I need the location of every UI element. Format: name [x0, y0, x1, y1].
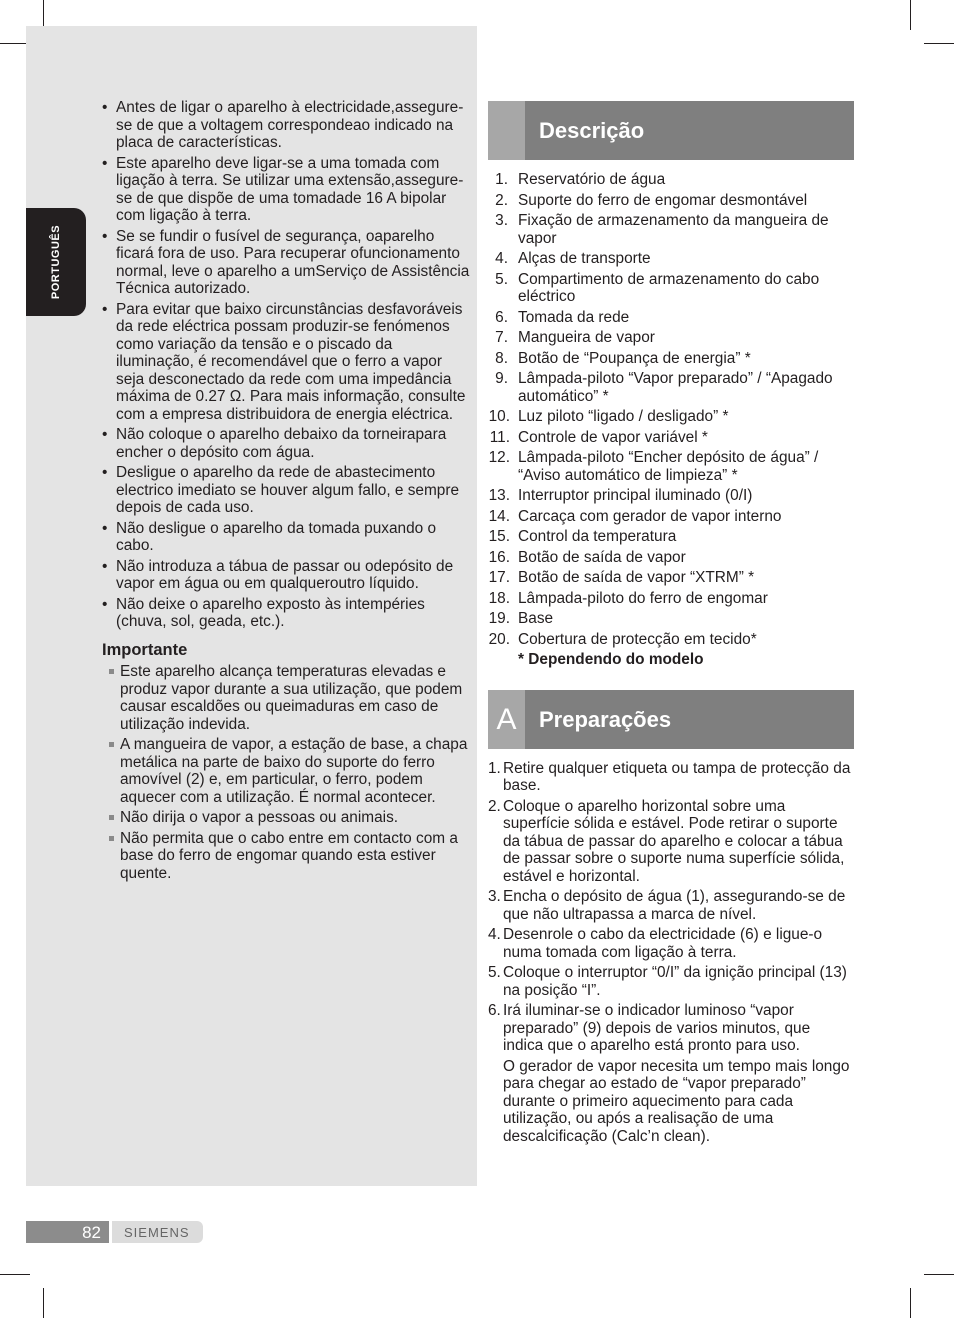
item-text: Lâmpada-piloto do ferro de engomar — [518, 589, 768, 607]
right-column — [488, 101, 854, 1148]
important-list — [98, 663, 470, 882]
description-item — [488, 508, 854, 526]
item-number: 8. — [495, 349, 508, 367]
preparacoes-title: Preparações — [539, 706, 672, 732]
description-item — [488, 590, 854, 608]
preparation-step — [488, 1002, 854, 1145]
descricao-title: Descrição — [539, 118, 645, 143]
step-text: Desenrole o cabo da electricidade (6) e ligue-o numa tomada com ligação à terra. — [503, 926, 823, 961]
item-number: 4. — [495, 250, 508, 267]
important-heading: Importante — [102, 640, 188, 659]
language-tab — [26, 208, 86, 316]
item-number: 12. — [488, 449, 510, 466]
step-number: 2. — [488, 797, 501, 815]
brand-name: SIEMENS — [124, 1225, 190, 1240]
item-text: Botão de saída de vapor “XTRM” * — [518, 569, 755, 586]
safety-bullet: • Não introduza a tábua de passar ou odepósito de vapor em água ou em qualqueroutro líquido. — [98, 558, 470, 593]
step-text: Encha o depósito de água (1), assegurando-se de que não ultrapassa a marca de nível. — [503, 888, 846, 923]
item-number: 18. — [488, 589, 510, 607]
preparation-step — [488, 926, 854, 961]
item-text: Control da temperatura — [518, 528, 677, 545]
safety-bullet: • Não deixe o aparelho exposto às intempéries (chuva, sol, geada, etc.). — [98, 596, 470, 631]
item-number: 11. — [489, 428, 510, 446]
crop-mark — [924, 1274, 954, 1275]
description-item — [488, 350, 854, 368]
step-number: 4. — [488, 926, 501, 943]
description-item — [488, 610, 854, 628]
step-number: 5. — [488, 964, 501, 981]
descricao-header — [488, 101, 854, 160]
safety-bullet: • Desligue o aparelho da rede de abastecimento electrico imediato se houver algum fallo, e sempre depois de cada uso. — [98, 464, 470, 517]
item-text: Lâmpada-piloto “Vapor preparado” / “Apagado automático” * — [518, 370, 833, 405]
item-number: 6. — [495, 308, 508, 326]
item-text: Compartimento de armazenamento do cabo eléctrico — [518, 270, 820, 305]
description-item — [488, 549, 854, 567]
description-item — [488, 171, 854, 189]
item-text: Lâmpada-piloto “Encher depósito de água” / “Aviso automático de limpieza” * — [518, 449, 819, 484]
description-item — [488, 429, 854, 447]
step-text: Coloque o aparelho horizontal sobre uma superfície sólida e estável. Pode retirar o suporte da tábua de passar do aparelho e colocar a tábua de passar sobre o suporte numa superfície sólida, estável e horizontal. — [503, 797, 845, 885]
preparation-step — [488, 760, 854, 795]
description-item — [488, 309, 854, 327]
item-text: Tomada da rede — [518, 308, 630, 326]
description-item — [488, 370, 854, 405]
item-text: Luz piloto “ligado / desligado” * — [518, 408, 729, 425]
item-number: 19. — [488, 610, 510, 627]
crop-mark — [924, 43, 954, 44]
step-extra-text: O gerador de vapor necesita um tempo mais longo para chegar ao estado de “vapor preparado” durante o primeiro aquecimento para cada utilização, ou após a realisação de uma descalcificação (Calc’n clean). — [503, 1057, 850, 1145]
crop-mark — [0, 1274, 30, 1275]
item-text: Botão de saída de vapor — [518, 548, 686, 566]
item-number: 3. — [495, 212, 508, 229]
safety-bullet: • Não desligue o aparelho da tomada puxando o cabo. — [98, 520, 470, 555]
step-text: Irá iluminar-se o indicador luminoso “vapor preparado” (9) depois de varios minutos, que indica que o aparelho está pronto para uso. — [503, 1002, 811, 1054]
preparation-steps — [488, 760, 854, 1146]
item-text: Base — [518, 610, 554, 627]
description-item — [488, 449, 854, 484]
item-number: 15. — [488, 528, 510, 545]
description-item — [488, 271, 854, 306]
safety-bullet: • Antes de ligar o aparelho à electricidade,assegure-se de que a voltagem correspondeao indicado na placa de características. — [98, 99, 470, 152]
description-item — [488, 631, 854, 649]
item-number: 1. — [495, 171, 508, 188]
item-number: 16. — [488, 548, 510, 566]
item-number: 14. — [488, 507, 510, 525]
important-item: Este aparelho alcança temperaturas elevadas e produz vapor durante a sua utilização, que podem causar escaldões ou queimaduras em caso de utilização indevida. — [98, 663, 470, 733]
item-text: Mangueira de vapor — [518, 329, 655, 346]
item-text: Reservatório de água — [518, 171, 666, 188]
description-list — [488, 171, 854, 648]
section-marker — [488, 101, 525, 160]
safety-bullet-list — [98, 99, 470, 631]
description-item — [488, 408, 854, 426]
preparation-step — [488, 888, 854, 923]
item-number: 7. — [495, 329, 508, 346]
item-text: Botão de “Poupança de energia” * — [518, 349, 751, 367]
step-number: 1. — [488, 759, 501, 777]
item-number: 20. — [488, 630, 510, 648]
safety-bullet: • Este aparelho deve ligar-se a uma tomada com ligação à terra. Se utilizar uma extensão,assegure-se de que dispõe de uma tomadade 16 A bipolar com ligação à terra. — [98, 155, 470, 225]
description-item — [488, 487, 854, 505]
description-item — [488, 212, 854, 247]
important-item: A mangueira de vapor, a estação de base, a chapa metálica na parte de baixo do suporte do ferro amovível (2) e, em particular, o ferro, podem aquecer com a utilização. É normal acontecer. — [98, 736, 470, 806]
step-number: 6. — [488, 1002, 501, 1019]
page-number: 82 — [82, 1223, 101, 1242]
item-number: 9. — [495, 370, 508, 387]
section-letter: A — [496, 702, 517, 736]
item-text: Suporte do ferro de engomar desmontável — [518, 191, 808, 209]
item-text: Interruptor principal iluminado (0/I) — [518, 487, 753, 504]
important-item: Não permita que o cabo entre em contacto com a base do ferro de engomar quando esta estiver quente. — [98, 830, 470, 883]
step-text: Coloque o interruptor “0/I” da ignição principal (13) na posição “I”. — [503, 964, 847, 999]
safety-bullet: • Se se fundir o fusível de segurança, oaparelho ficará fora de uso. Para recuperar ofuncionamento normal, leve o aparelho a umServiço de Assistência Técnica autorizado. — [98, 228, 470, 298]
important-item: Não dirija o vapor a pessoas ou animais. — [98, 809, 470, 827]
crop-mark — [910, 1288, 911, 1318]
item-text: Fixação de armazenamento da mangueira de vapor — [518, 212, 829, 247]
brand-box — [112, 1221, 203, 1243]
item-text: Carcaça com gerador de vapor interno — [518, 507, 782, 525]
item-number: 2. — [495, 191, 508, 209]
safety-bullet: • Para evitar que baixo circunstâncias desfavoráveis da rede eléctrica possam produzir-se fenómenos como variação da tensão e o piscado da iluminação, é recomendável que o ferro a vapor seja desconectado da rede com uma impedância máxima de 0.27 Ω. Para mais informação, consulte com a empresa distribuidora de energia eléctrica. — [98, 301, 470, 424]
item-number: 17. — [488, 569, 510, 586]
item-text: Alças de transporte — [518, 250, 651, 267]
description-item — [488, 528, 854, 546]
item-number: 5. — [495, 270, 508, 288]
item-number: 10. — [488, 408, 510, 425]
language-tab-label: PORTUGUÊS — [50, 224, 62, 300]
preparation-step — [488, 798, 854, 886]
safety-bullet: • Não coloque o aparelho debaixo da torneirapara encher o depósito com água. — [98, 426, 470, 461]
description-item — [488, 192, 854, 210]
description-item — [488, 250, 854, 268]
description-item — [488, 329, 854, 347]
item-text: Controle de vapor variável * — [518, 428, 708, 446]
preparation-step — [488, 964, 854, 999]
description-item — [488, 569, 854, 587]
item-text: Cobertura de protecção em tecido* — [518, 630, 757, 648]
model-note: * Dependendo do modelo — [518, 651, 704, 668]
preparacoes-header — [488, 690, 854, 749]
crop-mark — [910, 0, 911, 30]
step-number: 3. — [488, 888, 501, 905]
safety-column — [98, 99, 470, 885]
step-text: Retire qualquer etiqueta ou tampa de protecção da base. — [503, 759, 851, 794]
item-number: 13. — [488, 487, 510, 504]
crop-mark — [43, 1288, 44, 1318]
preparacoes-section — [488, 690, 854, 1146]
page-number-box — [26, 1221, 109, 1243]
